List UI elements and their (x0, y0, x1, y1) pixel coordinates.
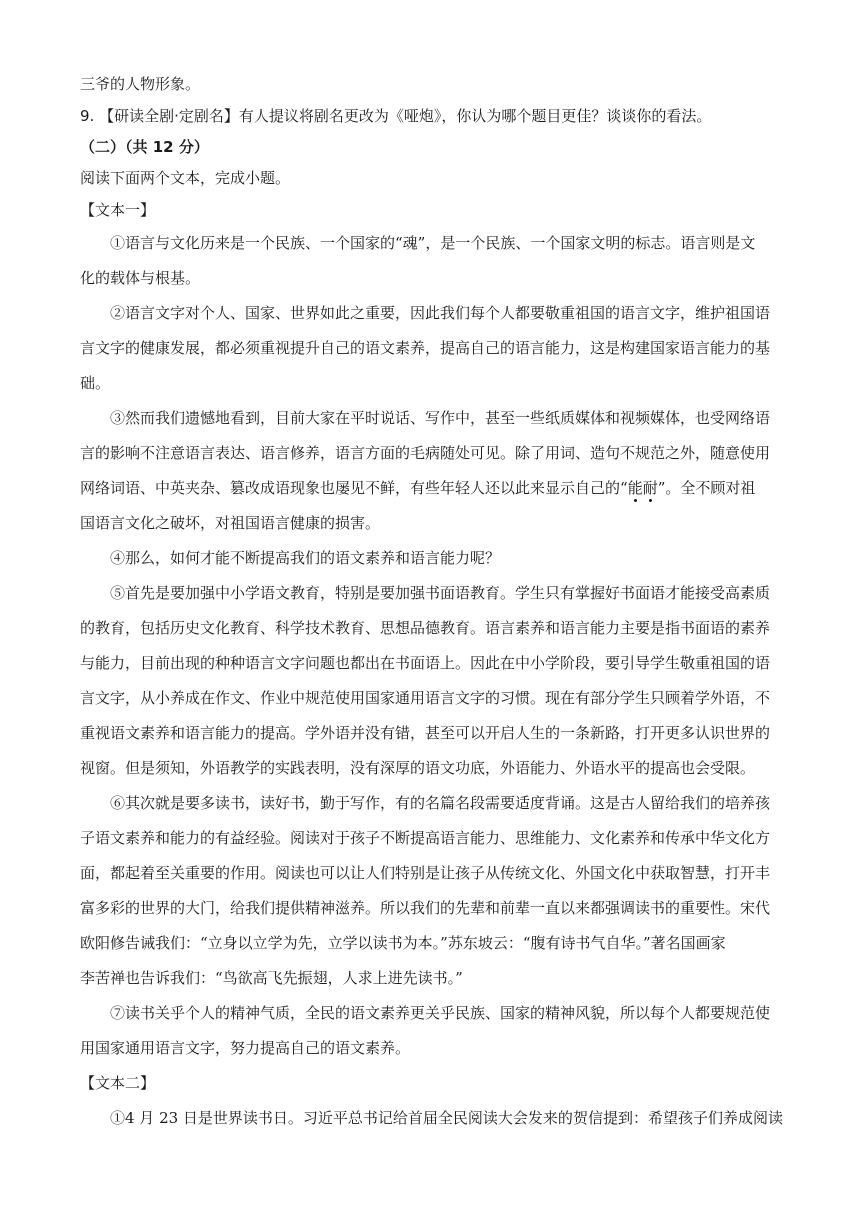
question-9: 9. 【研读全剧·定剧名】有人提议将剧名更改为《哑炮》，你认为哪个题目更佳？谈谈你的看法。 (80, 107, 712, 125)
paragraph-line: 子语文素养和能力的有益经验。阅读对于孩子不断提高语言能力、思维能力、文化素养和传承中华文化方 (80, 829, 771, 847)
text-one-heading: 【文本一】 (80, 201, 156, 219)
emphasized-char: 耐 (642, 479, 658, 497)
paragraph-line: 李苦禅也告诉我们：“鸟欲高飞先振翅，人求上进先读书。” (80, 969, 463, 987)
section-heading: （二）（共 12 分） (80, 138, 209, 156)
paragraph-line: 言文字的健康发展，都必须重视提升自己的语文素养，提高自己的语言能力，这是构建国家语言能力的基 (80, 339, 771, 357)
paragraph-line (0, 478, 860, 498)
paragraph-line: 重视语文素养和语言能力的提高。学外语并没有错，甚至可以开启人生的一条新路，打开更多认识世界的 (80, 724, 771, 742)
paragraph-line: 础。 (80, 374, 111, 392)
paragraph-line: ⑤首先是要加强中小学语文教育，特别是要加强书面语教育。学生只有掌握好书面语才能接受高素质 (110, 584, 771, 602)
paragraph-line: 化的载体与根基。 (80, 269, 201, 287)
paragraph-line: ⑦读书关乎个人的精神气质，全民的语文素养更关乎民族、国家的精神风貌，所以每个人都要规范使 (110, 1004, 771, 1022)
line-segment: ”。全不顾对祖 (657, 479, 756, 497)
paragraph-line: 的教育，包括历史文化教育、科学技术教育、思想品德教育。语言素养和语言能力主要是指书面语的素养 (80, 619, 771, 637)
paragraph-line: ⑥其次就是要多读书，读好书，勤于写作，有的名篇名段需要适度背诵。这是古人留给我们的培养孩 (110, 794, 771, 812)
emphasized-char: 能 (627, 479, 643, 497)
text-line: 三爷的人物形象。 (80, 75, 201, 93)
instruction-text: 阅读下面两个文本，完成小题。 (80, 169, 291, 187)
paragraph-line: 欧阳修告诫我们：“立身以立学为先，立学以读书为本。”苏东坡云：“腹有诗书气自华。”著名国画家 (80, 934, 726, 952)
text-two-heading: 【文本二】 (80, 1074, 156, 1092)
paragraph-line: 国语言文化之破坏，对祖国语言健康的损害。 (80, 514, 381, 532)
paragraph-line: 言文字，从小养成在作文、作业中规范使用国家通用语言文字的习惯。现在有部分学生只顾着学外语，不 (80, 689, 771, 707)
paragraph-line: 视窗。但是须知，外语教学的实践表明，没有深厚的语文功底，外语能力、外语水平的提高也会受限。 (80, 759, 756, 777)
paragraph-line: ①4 月 23 日是世界读书日。习近平总书记给首届全民阅读大会发来的贺信提到：希望孩子们养成阅读 (110, 1109, 783, 1127)
paragraph-line: 与能力，目前出现的种种语言文字问题也都出在书面语上。因此在中小学阶段，要引导学生敬重祖国的语 (80, 654, 771, 672)
paragraph-line: 言的影响不注意语言表达、语言修养，语言方面的毛病随处可见。除了用词、造句不规范之外，随意使用 (80, 444, 771, 462)
paragraph-line: 富多彩的世界的大门，给我们提供精神滋养。所以我们的先辈和前辈一直以来都强调读书的重要性。宋代 (80, 899, 771, 917)
paragraph-line: ①语言与文化历来是一个民族、一个国家的“魂”，是一个民族、一个国家文明的标志。语言则是文 (110, 234, 756, 252)
paragraph-line: 面，都起着至关重要的作用。阅读也可以让人们特别是让孩子从传统文化、外国文化中获取智慧，打开丰 (80, 864, 771, 882)
line-segment: 网络词语、中英夹杂、篡改成语现象也屡见不鲜，有些年轻人还以此来显示自己的“ (80, 479, 628, 497)
paragraph-line: ②语言文字对个人、国家、世界如此之重要，因此我们每个人都要敬重祖国的语言文字，维护祖国语 (110, 304, 771, 322)
paragraph-line: ③然而我们遗憾地看到，目前大家在平时说话、写作中，甚至一些纸质媒体和视频媒体，也受网络语 (110, 409, 771, 427)
paragraph-line: 用国家通用语言文字，努力提高自己的语文素养。 (80, 1039, 411, 1057)
paragraph-line: ④那么，如何才能不断提高我们的语文素养和语言能力呢？ (110, 549, 501, 567)
